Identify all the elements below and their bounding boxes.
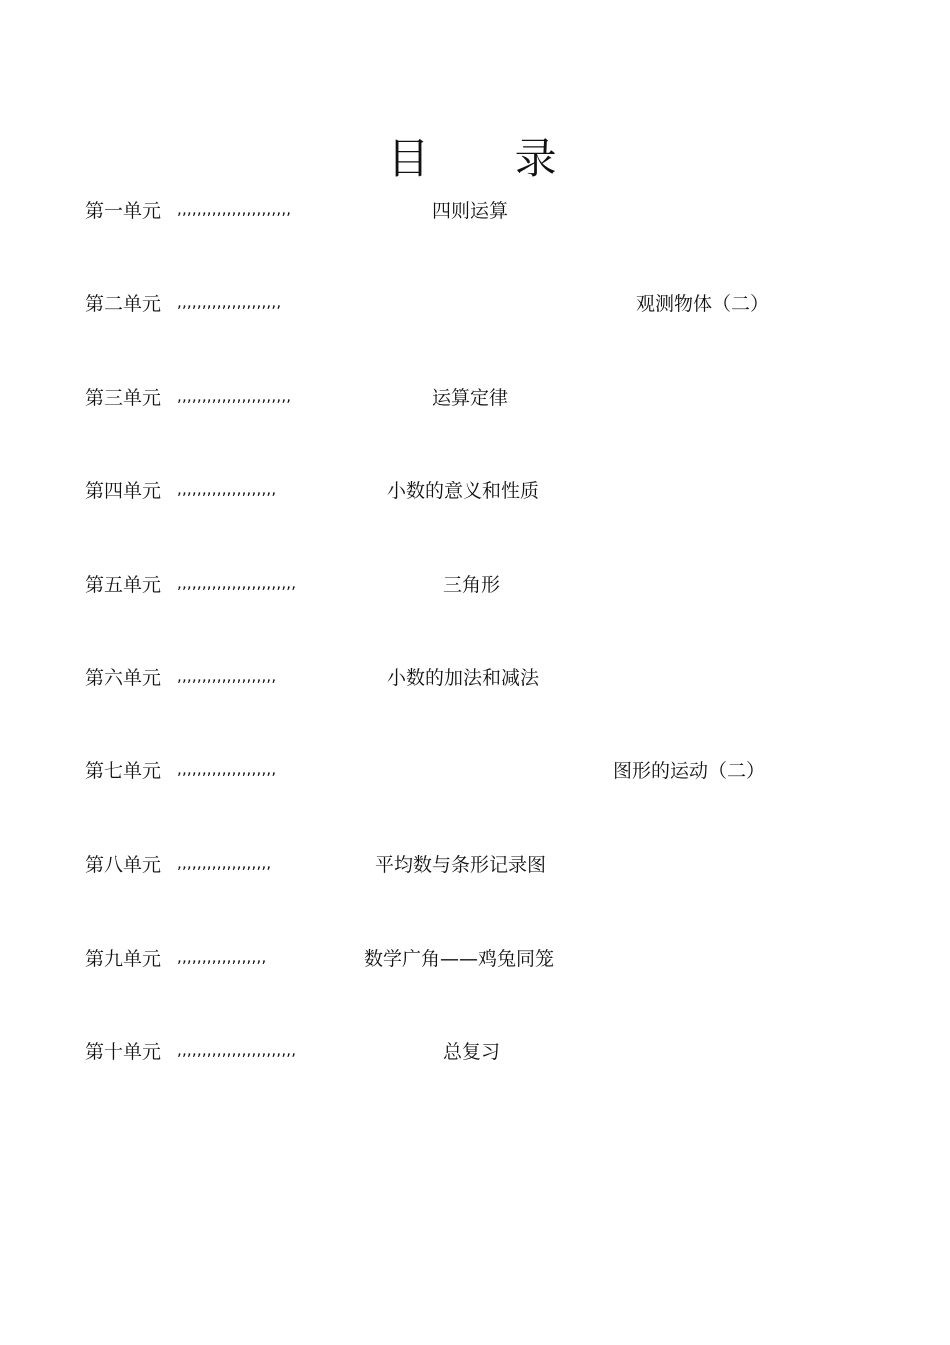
toc-entry[interactable] <box>85 756 845 786</box>
toc-leader: ,,,,,,,,,,,,,,,,,,,,,,, <box>177 387 292 405</box>
toc-leader: ,,,,,,,,,,,,,,,,,,, <box>177 854 272 872</box>
toc-chapter-title: 运算定律 <box>432 387 509 409</box>
toc-chapter-title: 四则运算 <box>432 200 509 222</box>
page-title: 目 录 <box>387 134 593 183</box>
toc-chapter-title: 数学广角——鸡兔同笼 <box>364 948 555 970</box>
toc-entry[interactable] <box>85 663 845 693</box>
toc-chapter-title: 小数的加法和减法 <box>387 667 540 689</box>
toc-entry[interactable] <box>85 289 845 319</box>
toc-unit-label: 第十单元 <box>85 1041 162 1063</box>
toc-unit-label: 第三单元 <box>85 387 162 409</box>
toc-leader: ,,,,,,,,,,,,,,,,,,,,,,,, <box>177 1041 297 1059</box>
toc-unit-label: 第四单元 <box>85 480 162 502</box>
toc-unit-label: 第六单元 <box>85 667 162 689</box>
toc-entry[interactable] <box>85 383 845 413</box>
toc-chapter-title: 三角形 <box>443 574 501 596</box>
toc-unit-label: 第八单元 <box>85 854 162 876</box>
toc-leader: ,,,,,,,,,,,,,,,,,,,,, <box>177 293 282 311</box>
toc-entry[interactable] <box>85 944 845 974</box>
toc-entry[interactable] <box>85 196 845 226</box>
toc-entry[interactable] <box>85 476 845 506</box>
toc-entry[interactable] <box>85 570 845 600</box>
toc-entry[interactable] <box>85 1037 845 1067</box>
toc-unit-label: 第五单元 <box>85 574 162 596</box>
toc-chapter-title: 小数的意义和性质 <box>387 480 540 502</box>
toc-leader: ,,,,,,,,,,,,,,,,,,,,,,, <box>177 200 292 218</box>
toc-unit-label: 第二单元 <box>85 293 162 315</box>
toc-leader: ,,,,,,,,,,,,,,,,,,,,,,,, <box>177 574 297 592</box>
toc-leader: ,,,,,,,,,,,,,,,,,,,, <box>177 480 277 498</box>
toc-leader: ,,,,,,,,,,,,,,,,,,,, <box>177 760 277 778</box>
toc-chapter-title: 平均数与条形记录图 <box>375 854 547 876</box>
toc-chapter-title: 总复习 <box>443 1041 501 1063</box>
toc-unit-label: 第九单元 <box>85 948 162 970</box>
toc-unit-label: 第一单元 <box>85 200 162 222</box>
toc-chapter-title: 图形的运动（二） <box>613 760 766 782</box>
toc-entry[interactable] <box>85 850 845 880</box>
toc-chapter-title: 观测物体（二） <box>636 293 770 315</box>
toc-unit-label: 第七单元 <box>85 760 162 782</box>
toc-leader: ,,,,,,,,,,,,,,,,,, <box>177 948 267 966</box>
toc-leader: ,,,,,,,,,,,,,,,,,,,, <box>177 667 277 685</box>
